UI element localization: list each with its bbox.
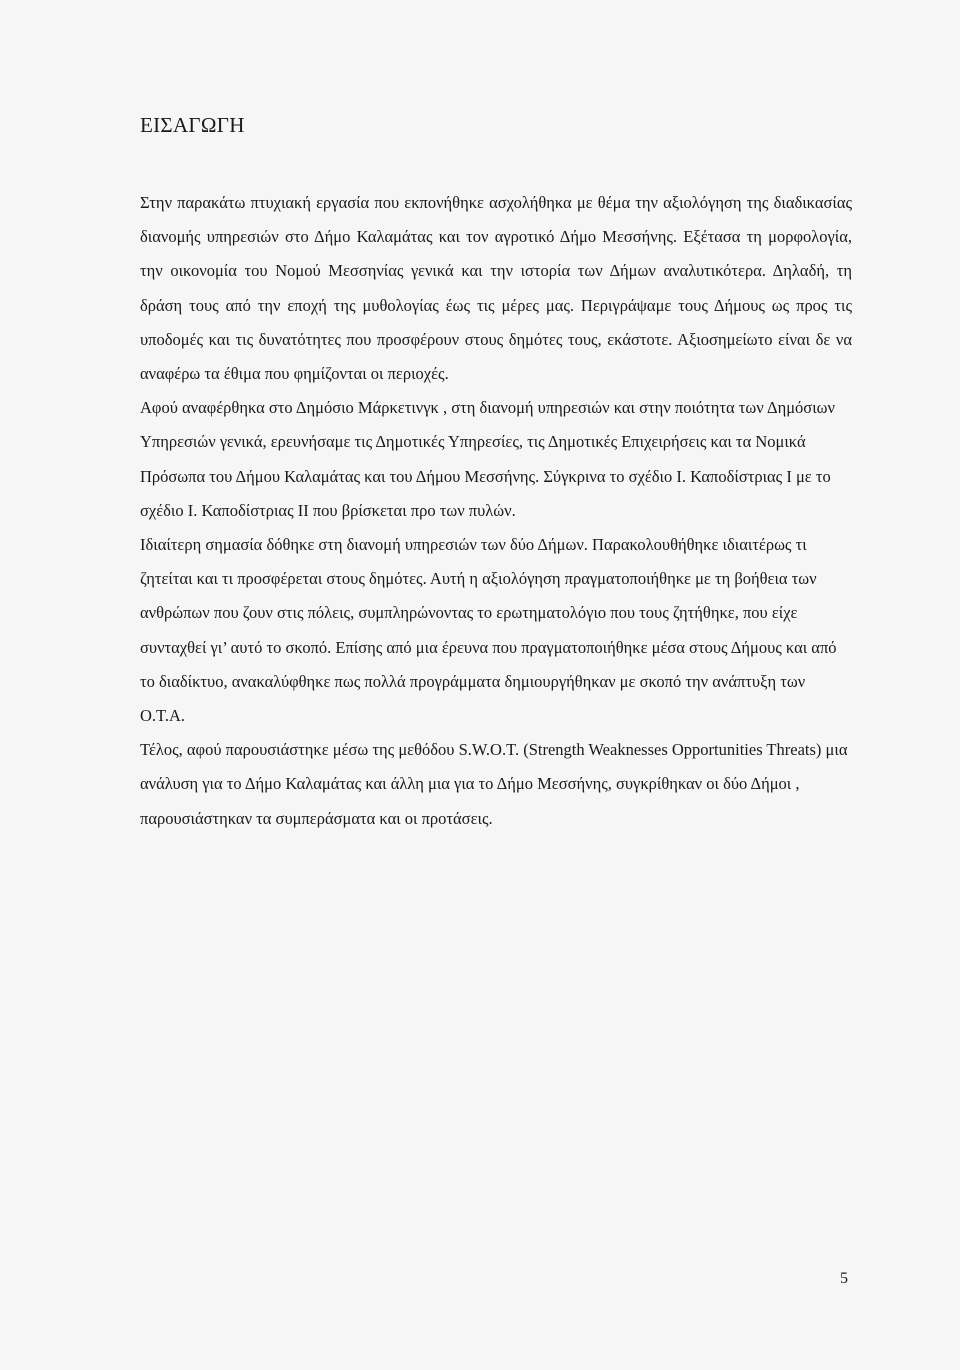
body-text <box>140 186 852 836</box>
page-number: 5 <box>840 1270 848 1287</box>
paragraph-4: Τέλος, αφού παρουσιάστηκε μέσω της μεθόδου S.W.O.T. (Strength Weaknesses Opportunities Threats) μια ανάλυση για το Δήμο Καλαμάτας και άλλη μια για το Δήμο Μεσσήνης, συγκρίθηκαν οι δύο Δήμοι , παρουσιάστηκαν τα συμπεράσματα και οι προτάσεις. <box>140 740 848 828</box>
paragraph-1: Στην παρακάτω πτυχιακή εργασία που εκπονήθηκε ασχολήθηκα με θέμα την αξιολόγηση της διαδικασίας διανομής υπηρεσιών στο Δήμο Καλαμάτας και τον αγροτικό Δήμο Μεσσήνης. Εξέτασα τη μορφολογία, την οικονομία του Νομού Μεσσηνίας γενικά και την ιστορία των Δήμων αναλυτικότερα. Δηλαδή, τη δράση τους από την εποχή της μυθολογίας έως τις μέρες μας. Περιγράψαμε τους Δήμους ως προς τις υποδομές και τις δυνατότητες που προσφέρουν στους δημότες τους, εκάστοτε. Αξιοσημείωτο είναι δε να αναφέρω τα έθιμα που φημίζονται οι περιοχές. <box>140 193 852 384</box>
paragraph-3: Ιδιαίτερη σημασία δόθηκε στη διανομή υπηρεσιών των δύο Δήμων. Παρακολουθήθηκε ιδιαιτέρως τι ζητείται και τι προσφέρεται στους δημότες. Αυτή η αξιολόγηση πραγματοποιήθηκε με τη βοήθεια των ανθρώπων που ζουν στις πόλεις, συμπληρώνοντας το ερωτηματολόγιο που τους ζητήθηκε, που είχε συνταχθεί γι’ αυτό το σκοπό. Επίσης από μια έρευνα που πραγματοποιήθηκε μέσα στους Δήμους και από το διαδίκτυο, ανακαλύφθηκε πως πολλά προγράμματα δημιουργήθηκαν με σκοπό την ανάπτυξη των Ο.Τ.Α. <box>140 535 837 726</box>
section-heading: ΕΙΣΑΓΩΓΗ <box>140 113 245 137</box>
paragraph-2: Αφού αναφέρθηκα στο Δημόσιο Μάρκετινγκ , στη διανομή υπηρεσιών και στην ποιότητα των Δημόσιων Υπηρεσιών γενικά, ερευνήσαμε τις Δημοτικές Υπηρεσίες, τις Δημοτικές Επιχειρήσεις και τα Νομικά Πρόσωπα του Δήμου Καλαμάτας και του Δήμου Μεσσήνης. Σύγκρινα το σχέδιο Ι. Καποδίστριας Ι με το σχέδιο Ι. Καποδίστριας ΙΙ που βρίσκεται προ των πυλών. <box>140 398 835 520</box>
